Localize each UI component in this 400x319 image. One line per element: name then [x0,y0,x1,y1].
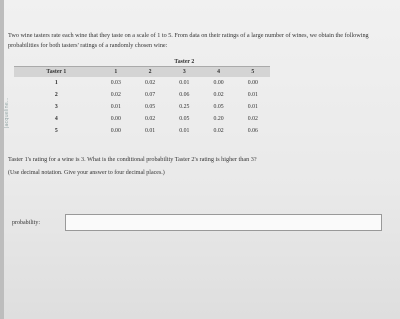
table-cell: 0.05 [179,116,190,122]
table-cell: 0.25 [179,104,190,110]
probability-input[interactable] [65,214,382,231]
table-corner-cell [14,58,99,67]
table-row [14,77,270,89]
column-header: 4 [217,69,221,75]
table-column-header-row [14,67,270,78]
column-header: 2 [148,69,152,75]
table-cell: 0.02 [213,128,224,134]
taster-2-label: Taster 2 [99,58,270,67]
left-edge [0,0,4,319]
table-cell: 0.02 [247,116,258,122]
column-header: 1 [114,69,118,75]
side-note: Jacqueline... [4,97,10,128]
table-cell: 0.06 [179,92,190,98]
table-cell: 0.05 [144,104,156,110]
taster-1-label: Taster 1 [46,69,67,75]
table-cell: 0.01 [110,104,121,110]
table-row [14,125,270,137]
table-row [14,89,270,101]
table-cell: 0.05 [213,104,224,110]
probability-table [14,58,270,137]
column-header: 5 [251,69,255,75]
table-cell: 0.02 [144,116,156,122]
table-cell: 0.03 [110,80,121,86]
table-cell: 0.20 [213,116,224,122]
table-group-header-row [14,58,270,67]
row-header: 1 [54,80,58,86]
table-cell: 0.02 [144,80,156,86]
row-header: 3 [54,104,58,110]
question-text: Taster 1's rating for a wine is 3. What is the conditional probability Taster 2's rating is higher than 3? [8,156,257,163]
problem-intro: Two wine tasters rate each wine that they taste on a scale of 1 to 5. From data on their ratings of a large number of wines, we obtain the following probabilities for both tasters' ratings of a randomly chosen wine: [8,32,369,49]
table-cell: 0.00 [247,80,258,86]
table-cell: 0.01 [144,128,156,134]
table-row [14,101,270,113]
row-header: 4 [54,116,58,122]
table-cell: 0.06 [247,128,258,134]
row-header: 5 [54,128,58,134]
table-cell: 0.07 [144,92,156,98]
instruction-text: (Use decimal notation. Give your answer to four decimal places.) [8,170,165,176]
table-cell: 0.01 [247,92,258,98]
table-row [14,113,270,125]
row-header: 2 [54,92,58,98]
table-cell: 0.00 [110,116,121,122]
table-cell: 0.02 [110,92,121,98]
table-cell: 0.01 [179,128,190,134]
probability-label: probability: [12,220,40,226]
table-cell: 0.01 [179,80,190,86]
table-cell: 0.00 [213,80,224,86]
table-cell: 0.02 [213,92,224,98]
column-header: 3 [182,69,186,75]
joint-probability-table [14,58,270,137]
table-cell: 0.00 [110,128,121,134]
table-cell: 0.01 [247,104,258,110]
